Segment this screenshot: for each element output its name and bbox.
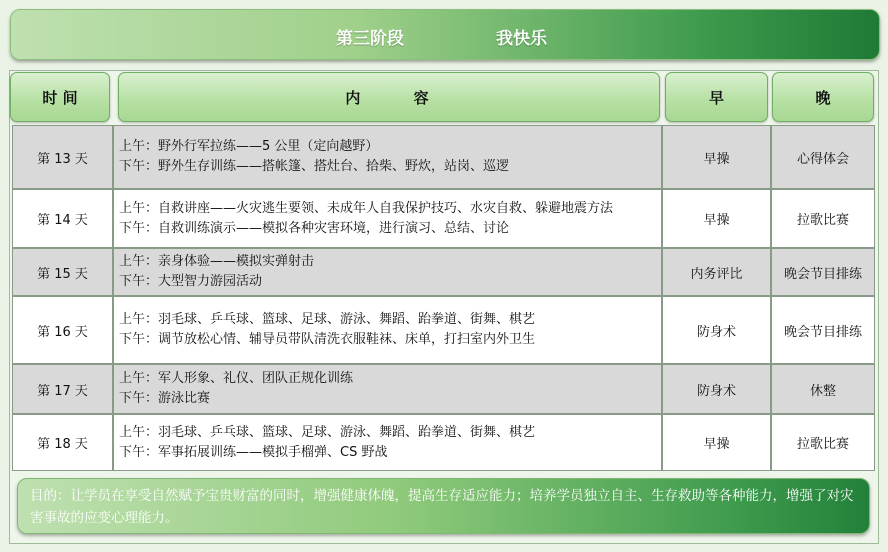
day-cell: 第 17 天	[12, 364, 113, 414]
morning-cell: 早操	[662, 189, 771, 248]
evening-cell: 晚会节目排练	[771, 296, 875, 364]
am-activity: 上午：羽毛球、乒乓球、篮球、足球、游泳、舞蹈、跆拳道、街舞、棋艺	[119, 424, 536, 440]
morning-cell: 内务评比	[662, 248, 771, 296]
pm-activity: 下午：大型智力游园活动	[119, 274, 263, 289]
am-activity: 上午：自救讲座——火灾逃生要领、未成年人自我保护技巧、水灾自救、躲避地震方法	[119, 200, 614, 216]
day-cell: 第 13 天	[12, 125, 113, 189]
day-cell: 第 15 天	[12, 248, 113, 296]
day-cell: 第 14 天	[12, 189, 113, 248]
theme-title: 我快乐	[496, 29, 547, 49]
stage-title: 第三阶段	[336, 29, 404, 49]
evening-cell: 拉歌比赛	[771, 189, 875, 248]
morning-cell: 早操	[662, 125, 771, 189]
day-cell: 第 16 天	[12, 296, 113, 364]
pm-activity: 下午：军事拓展训练——模拟手榴弹、CS 野战	[119, 444, 388, 460]
am-activity: 上午：羽毛球、乒乓球、篮球、足球、游泳、舞蹈、跆拳道、街舞、棋艺	[119, 312, 536, 327]
content-cell	[113, 364, 662, 414]
header-morning: 早	[665, 72, 768, 122]
morning-cell: 防身术	[662, 296, 771, 364]
pm-activity: 下午：自救训练演示——模拟各种灾害环境，进行演习、总结、讨论	[119, 220, 510, 236]
day-cell: 第 18 天	[12, 414, 113, 471]
header-content	[118, 72, 660, 122]
content-cell	[113, 125, 662, 189]
evening-cell: 休整	[771, 364, 875, 414]
header-time: 时 间	[10, 72, 110, 122]
header-content-label: 内 容	[345, 88, 433, 107]
am-activity: 上午：野外行军拉练——5 公里（定向越野）	[119, 139, 379, 154]
pm-activity: 下午：调节放松心情、辅导员带队清洗衣服鞋袜、床单，打扫室内外卫生	[119, 332, 536, 347]
morning-cell: 防身术	[662, 364, 771, 414]
header-evening: 晚	[772, 72, 874, 122]
content-cell	[113, 296, 662, 364]
evening-cell: 心得体会	[771, 125, 875, 189]
title-banner	[10, 9, 880, 60]
evening-cell: 拉歌比赛	[771, 414, 875, 471]
content-cell	[113, 189, 662, 248]
evening-cell: 晚会节目排练	[771, 248, 875, 296]
purpose-footer: 目的：让学员在享受自然赋予宝贵财富的同时，增强健康体魄，提高生存适应能力；培养学员独立自主、生存救助等各种能力，增强了对灾害事故的应变心理能力。	[17, 478, 870, 534]
morning-cell: 早操	[662, 414, 771, 471]
content-cell	[113, 414, 662, 471]
am-activity: 上午：亲身体验——模拟实弹射击	[119, 254, 315, 269]
am-activity: 上午：军人形象、礼仪、团队正规化训练	[119, 371, 354, 386]
content-cell	[113, 248, 662, 296]
pm-activity: 下午：游泳比赛	[119, 391, 211, 406]
pm-activity: 下午：野外生存训练——搭帐篷、搭灶台、拾柴、野炊，站岗、巡逻	[119, 159, 510, 174]
